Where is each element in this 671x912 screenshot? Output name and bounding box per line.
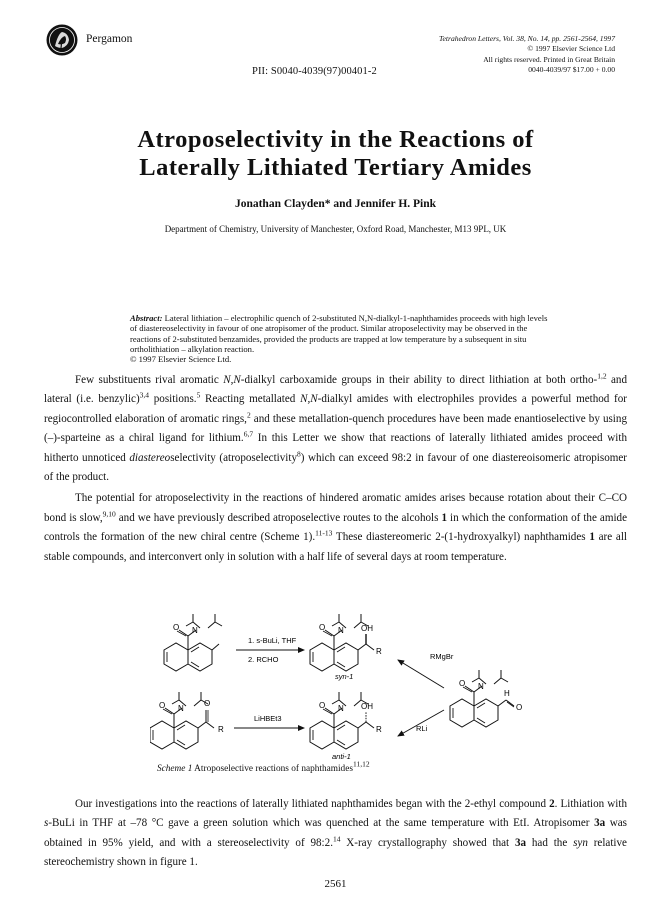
reagent-top-2: 2. RCHO xyxy=(248,655,279,664)
reagent-top-1: 1. s-BuLi, THF xyxy=(248,636,297,645)
affiliation: Department of Chemistry, University of Manchester, Oxford Road, Manchester, M13 9PL, UK xyxy=(164,224,507,234)
svg-text:R: R xyxy=(218,725,224,734)
journal-citation: Tetrahedron Letters, Vol. 38, No. 14, pp. 2561-2564, 1997 xyxy=(439,34,615,43)
abstract xyxy=(130,313,550,364)
title-line-2: Laterally Lithiated Tertiary Amides xyxy=(139,154,532,181)
arrow-diag-up xyxy=(398,660,444,688)
journal-issn: 0040-4039/97 $17.00 + 0.00 xyxy=(528,64,615,74)
journal-copyright: © 1997 Elsevier Science Ltd xyxy=(527,44,615,54)
reagent-right-top: RMgBr xyxy=(430,652,454,661)
label-syn-1: syn-1 xyxy=(335,672,354,681)
svg-text:OH: OH xyxy=(361,702,373,711)
svg-text:O: O xyxy=(516,703,523,712)
abstract-text: Lateral lithiation – electrophilic quench of 2-substituted N,N-dialkyl-1-naphthamides proceeds with high levels of diastereoselectivity in favour of one atropisomer of the product. Similar atroposelectivity may be observed in the reactions of 2-substituted benzamides, provided the products are trapped at low temperature by a subsequent in situ ortholithiation – alkylation reaction. xyxy=(130,313,548,354)
caption-text: Atroposelective reactions of naphthamides xyxy=(192,764,353,774)
scheme-1-figure xyxy=(150,596,540,774)
scheme-caption xyxy=(157,759,370,774)
title-line-1: Atroposelectivity in the Reactions of xyxy=(137,126,534,153)
svg-text:O: O xyxy=(173,623,180,632)
paragraph-1: Few substituents rival aromatic N,N-dialkyl carboxamide groups in their ability to direct lithiation at both ortho-$^{1,2}$ and lateral (i.e. benzylic)$^{3,4}$ positions.$^5$ Reacting metallated N,N-dialkyl amides with electrophiles provides a powerful method for regiocontrolled elaboration of aromatic rings,$^2$ and these metallation-quench procedures have been made enantioselective by using (–)-sparteine as a chiral ligand for lithium.$^{6,7}$ In this Letter we show that reactions of laterally lithiated amides proceed with hitherto unnoticed diastereoselectivity (atroposelectivity$^8$) which can exceed 98:2 in favour of one diastereoisomeric atropisomer of the product. xyxy=(44,371,628,484)
page-number: 2561 xyxy=(324,878,347,890)
svg-text:O: O xyxy=(159,701,166,710)
publisher-name: Pergamon xyxy=(86,33,133,45)
body-text-upper xyxy=(44,371,627,567)
reagent-bottom: LiHBEt3 xyxy=(254,714,282,723)
publisher-logo xyxy=(46,24,78,56)
pergamon-tree-icon xyxy=(46,24,78,56)
author-list: Jonathan Clayden* and Jennifer H. Pink xyxy=(234,198,437,210)
paragraph-3: Our investigations into the reactions of laterally lithiated naphthamides began with the 2-ethyl compound 2. Lithiation with s-BuLi in THF at –78 °C gave a green solution which was quenched at the same temperature with EtI. Atropisomer 3a was obtained in 95% yield, and with a stereoselectivity of 98:2.14 X-ray crystallography showed that 3a had the syn relative stereochemistry shown in figure 1. xyxy=(44,798,628,869)
page-title xyxy=(0,126,671,182)
svg-text:O: O xyxy=(319,701,326,710)
abstract-copyright: © 1997 Elsevier Science Ltd. xyxy=(130,354,232,365)
caption-refs: 11,12 xyxy=(352,759,370,769)
svg-text:O: O xyxy=(204,699,211,708)
journal-reference xyxy=(355,34,615,75)
caption-label: Scheme 1 xyxy=(157,764,193,774)
journal-rights: All rights reserved. Printed in Great Britain xyxy=(483,54,615,64)
svg-text:OH: OH xyxy=(361,624,373,633)
svg-text:N: N xyxy=(338,704,344,713)
body-text-lower xyxy=(44,795,627,873)
svg-text:N: N xyxy=(178,704,184,713)
svg-text:N: N xyxy=(338,626,344,635)
reagent-right-bottom: RLi xyxy=(416,724,428,733)
abstract-label: Abstract: xyxy=(130,313,163,323)
svg-text:N: N xyxy=(478,682,484,691)
svg-text:H: H xyxy=(504,689,510,698)
svg-text:O: O xyxy=(319,623,326,632)
paragraph-2: The potential for atroposelectivity in the reactions of hindered aromatic amides arises because rotation about their C–CO bond is slow,$^{9,10}$ and we have previously described atroposelective routes to the alcohols 1 in which the conformation of the amide controls the formation of the new chiral centre (Scheme 1).$^{11-13}$ These diastereomeric 2-(1-hydroxyalkyl) naphthamides 1 are all stable compounds, and interconvert only in solution with a half life of several days at room temperature. xyxy=(44,492,627,563)
svg-text:O: O xyxy=(459,679,466,688)
label-anti-1: anti-1 xyxy=(332,752,351,761)
reaction-scheme xyxy=(150,596,540,774)
svg-text:N: N xyxy=(192,626,198,635)
pii-identifier: PII: S0040-4039(97)00401-2 xyxy=(252,66,377,77)
svg-text:R: R xyxy=(376,647,382,656)
svg-text:R: R xyxy=(376,725,382,734)
